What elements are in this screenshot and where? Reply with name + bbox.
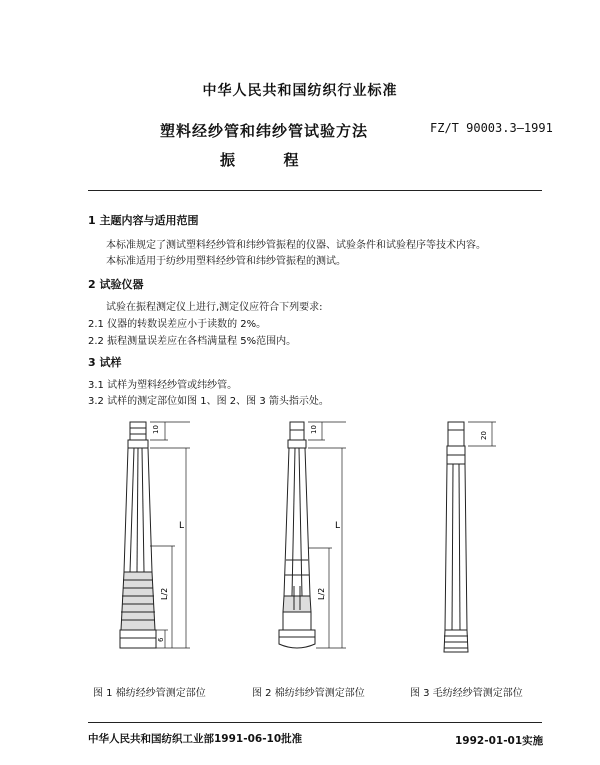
- subtitle-char-2: 程: [283, 151, 299, 169]
- section-1-paragraph-1: 本标准规定了测试塑料经纱管和纬纱管振程的仪器、试验条件和试验程序等技术内容。: [106, 240, 486, 251]
- effective-date: 1992-01-01实施: [455, 735, 544, 747]
- clause-3-1: 3.1 试样为塑料经纱管或纬纱管。: [88, 380, 238, 391]
- clause-2-1: 2.1 仪器的转数误差应小于读数的 2%。: [88, 319, 267, 330]
- figure-2-dim-half: L/2: [317, 587, 326, 600]
- issuing-body-header: 中华人民共和国纺织行业标准: [202, 83, 398, 99]
- figure-2-dim-L: L: [335, 521, 341, 531]
- figure-3-caption: 图 3 毛纺经纱管测定部位: [410, 688, 523, 699]
- figure-1-dim-L: L: [179, 521, 185, 531]
- figure-1-tube: [120, 422, 156, 648]
- footer-divider: [88, 722, 542, 723]
- clause-2-2: 2.2 振程测量误差应在各档满量程 5%范围内。: [88, 336, 297, 347]
- figure-2-caption: 图 2 棉纺纬纱管测定部位: [252, 688, 365, 699]
- section-1-heading: 1 主题内容与适用范围: [88, 214, 199, 227]
- standard-number: FZ/T 90003.3—1991: [430, 121, 553, 135]
- section-1-paragraph-2: 本标准适用于纺纱用塑料经纱管和纬纱管振程的测试。: [106, 256, 346, 267]
- subtitle-char-1: 振: [220, 151, 236, 169]
- figure-3-tube: [444, 422, 468, 652]
- figure-1-dim-top: 10: [152, 425, 160, 434]
- figure-2-dimensions: [308, 422, 346, 648]
- document-title: 塑料经纱管和纬纱管试验方法: [160, 122, 369, 140]
- clause-3-2: 3.2 试样的测定部位如图 1、图 2、图 3 箭头指示处。: [88, 396, 329, 407]
- figure-1-dim-bottom: 6: [157, 637, 165, 642]
- figure-2-dim-top: 10: [310, 425, 318, 434]
- section-3-heading: 3 试样: [88, 356, 122, 369]
- approval-line: 中华人民共和国纺织工业部1991-06-10批准: [88, 733, 303, 745]
- figure-1-dim-half: L/2: [160, 587, 169, 600]
- figure-1-caption: 图 1 棉纺经纱管测定部位: [93, 688, 206, 699]
- section-2-intro: 试验在振程测定仪上进行,测定仪应符合下列要求:: [106, 302, 323, 313]
- figure-1-dimensions: [150, 422, 190, 648]
- figure-2-tube: [279, 422, 315, 648]
- figure-3-dim-top: 20: [480, 431, 488, 440]
- section-2-heading: 2 试验仪器: [88, 278, 144, 291]
